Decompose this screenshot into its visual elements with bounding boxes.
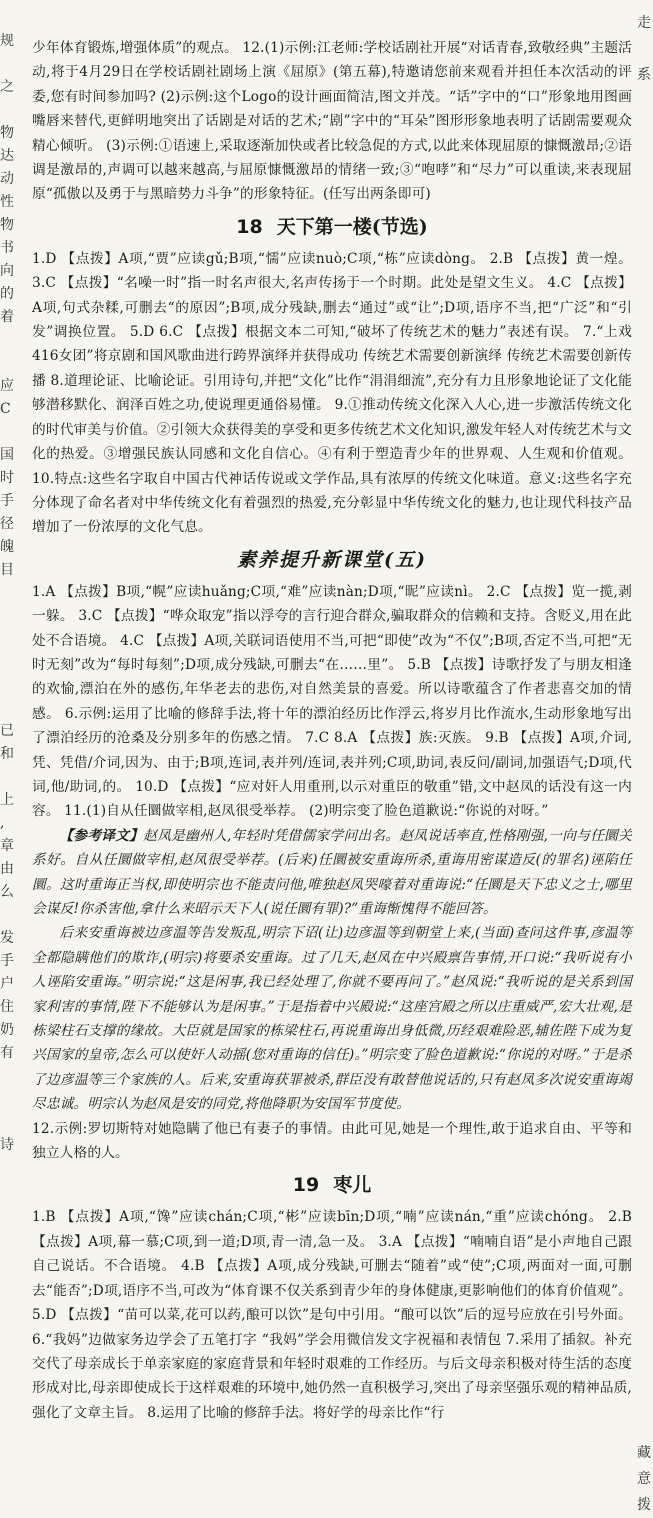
section-19-heading (32, 1169, 632, 1201)
section-18-answers: 1.D 【点拨】A项,“贾”应读gǔ;B项,“懦”应读nuò;C项,“栋”应读dòng。 2.B 【点拨】黄一煌。 3.C 【点拨】“名噪一时”指一时名声很大,名声传扬于一个时期。此处是望文生义。 4.C 【点拨】A项,句式杂糅,可删去“的原因”;B项,成分残缺,删去“通过”或“让”;D项,语序不当,把“广泛”和“引发”调换位置。 5.D 6.C 【点拨】根据文本二可知,“破坏了传统艺术的魅力”表述有误。 7.“上戏416女团”将京剧和国风歌曲进行跨界演绎并获得成功 传统艺术需要创新演绎 传统艺术需要创新传播 8.道理论证、比喻论证。引用诗句,并把“文化”比作“涓涓细流”,充分有力且形象地论证了文化能够潜移默化、润泽百姓之功,使说理更通俗易懂。 9.①推动传统文化深入人心,进一步激活传统文化的时代审美与价值。②引领大众获得美的享受和更多传统艺术文化知识,激发年轻人对传统艺术与文化的热爱。③增强民族认同感和文化自信心。④有利于塑造青少年的世界观、人生观和价值观。 10.特点:这些名字取自中国古代神话传说或文学作品,具有浓厚的传统文化味道。意义:这些名字充分体现了命名者对中华传统文化有着强烈的热爱,充分彰显中华传统文化的魅力,也让现代科技产品增加了一份浓厚的文化气息。 (32, 250, 632, 536)
top-paragraph: 少年体育锻炼,增强体质”的观点。 12.(1)示例:江老师:学校话剧社开展“对话青春,致敬经典”主题活动,将于4月29日在学校话剧社剧场上演《屈原》(第五幕),特邀请您前来观看并担任本次活动的评委,您有时间参加吗? (2)示例:这个Logo的设计画面简洁,图文并茂。“话”字中的“口”形象地用图画嘴唇来替代,更鲜明地突出了话剧是对话的艺术;“剧”字中的“耳朵”图形形象地表明了话剧需要观众精心倾听。 (3)示例:①语速上,采取逐渐加快或者比较急促的方式,以此来体现屈原的慷慨激昂;②语调是激昂的,声调可以越来越高,与屈原慷慨激昂的情绪一致;③“咆哮”和“尽力”可以重读,来表现屈原“孤傲以及勇于与黑暗势力斗争”的形象特征。(任写出两条即可) (32, 40, 632, 203)
suyang-answers: 1.A 【点拨】B项,“幌”应读huǎng;C项,“难”应读nàn;D项,“昵”应读nì。 2.C 【点拨】览一揽,剥一躲。 3.C 【点拨】“哗众取宠”指以浮夸的言行迎合群众,骗取群众的信赖和支持。含贬义,用在此处不合语境。 4.C 【点拨】A项,关联词语使用不当,可把“即使”改为“不仅”;B项,否定不当,可把“无时无刻”改为“每时每刻”;D项,成分残缺,可删去“在……里”。 5.B 【点拨】诗歌抒发了与朋友相逢的欢愉,漂泊在外的感伤,年华老去的悲伤,对自然美景的喜爱。所以诗歌蕴含了作者悲喜交加的情感。 6.示例:运用了比喻的修辞手法,将十年的漂泊经历比作浮云,将岁月比作流水,生动形象地写出了漂泊经历的沧桑及分别多年的伤感之情。 7.C 8.A 【点拨】族:灭族。 9.B 【点拨】A项,介词,凭、凭借/介词,因为、由于;B项,连词,表并列/连词,表并列;C项,助词,表反问/副词,加强语气;D项,代词,他/助词,的。 10.D 【点拨】“应对奸人用重刑,以示对重臣的敬重”错,文中赵凤的话没有这一内容。 11.(1)自从任圜做宰相,赵凤很受举荐。 (2)明宗变了脸色道歉说:“你说的对呀。” (32, 583, 632, 820)
section-18-title: 天下第一楼(节选) (276, 215, 428, 238)
section-18-heading (32, 211, 632, 243)
reference-translation-2: 后来安重诲被边彦温等告发叛乱,明宗下诏(让)边彦温等到朝堂上来,(当面)查问这件事,彦温等全都隐瞒他们的欺诈,(明宗)将要杀安重诲。过了几天,赵凤在中兴殿禀告事情,开口说:“我听说有小人诬陷安重诲。”明宗说:“这是闲事,我已经处理了,你就不要再问了。”赵凤说:“我听说的是关系到国家利害的事情,陛下不能够认为是闲事。”于是指着中兴殿说:“这座宫殿之所以庄重威严,宏大壮观,是栋梁柱石支撑的缘故。大臣就是国家的栋梁柱石,再说重诲出身低微,历经艰难险恶,辅佐陛下成为复兴国家的皇帝,怎么可以使奸人动摇(您对重诲的信任)。”明宗变了脸色道歉说:“你说的对呀。”于是杀了边彦温等三个家族的人。后来,安重诲获罪被杀,群臣没有敢替他说话的,只有赵凤多次说安重诲竭尽忠诚。明宗认为赵凤是安的同党,将他降职为安国军节度使。 (32, 925, 632, 1113)
reference-translation-1 (32, 824, 632, 922)
translation-label: 【参考译文】 (59, 827, 144, 844)
answer-key-column (32, 36, 632, 1425)
suyang-section-heading: 素养提升新课堂(五) (237, 548, 427, 571)
left-margin-fragment-text: 规 之 物 达 动 性 物 书 向 的 着 应 C 国 时 手 径 魄 目 已 和 上 , 章 由 么 发 手 户 住 奶 有 诗 (0, 33, 14, 1153)
right-margin-fragment-text: 走 系 藏 意 拨 (637, 15, 651, 1513)
section-19-answers: 1.B 【点拨】A项,“馋”应读chán;C项,“彬”应读bīn;D项,“喃”应读nán,“重”应读chóng。 2.B 【点拨】A项,幕一慕;C项,到一道;D项,青一清,急一及。 3.A 【点拨】“喃喃自语”是小声地自己跟自己说话。不合语境。 4.B 【点拨】A项,成分残缺,可删去“随着”或“使”;C项,两面对一面,可删去“能否”;D项,语序不当,可改为“体育课不仅关系到青少年的身体健康,更影响他们的体育价值观”。 5.D 【点拨】“苗可以菜,花可以药,酿可以饮”是句中引用。“酿可以饮”后的逗号应放在引号外面。 6.“我妈”边做家务边学会了五笔打字 “我妈”学会用微信发文字祝福和表情包 7.采用了插叙。补充交代了母亲成长于单亲家庭的家庭背景和年轻时艰难的工作经历。与后文母亲积极对待生活的态度形成对比,母亲即使成长于这样艰难的环境中,她仍然一直积极学习,突出了母亲坚强乐观的精神品质,强化了文章主旨。 8.运用了比喻的修辞手法。将好学的母亲比作“行 (32, 1209, 632, 1421)
translation-text-1: 赵凤是幽州人,年轻时凭借儒家学问出名。赵凤说话率直,性格刚强,一向与任圜关系好。自从任圜做宰相,赵凤很受举荐。(后来)任圜被安重诲所杀,重诲用密谋造反(的罪名)诬陷任圜。这时重诲正当权,即使明宗也不能责问他,唯独赵凤哭嚎着对重诲说:“任圜是天下忠义之士,哪里会谋反!你杀害他,拿什么来昭示天下人(说任圜有罪)?”重诲惭愧得不能回答。 (32, 827, 632, 917)
section-18-number: 18 (236, 215, 263, 238)
section-19-title: 枣儿 (333, 1174, 372, 1197)
suyang-question-12: 12.示例:罗切斯特对她隐瞒了他已有妻子的事情。由此可见,她是一个理性,敢于追求自由、平等和独立人格的人。 (32, 1120, 632, 1162)
section-19-number: 19 (292, 1174, 320, 1197)
